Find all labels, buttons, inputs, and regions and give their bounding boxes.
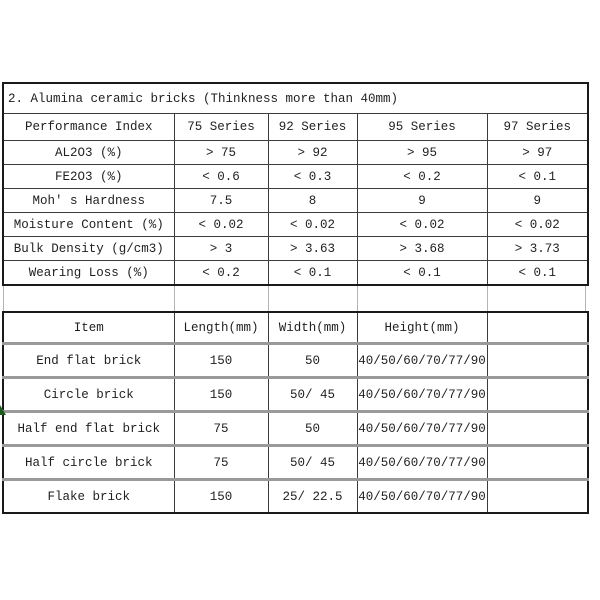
cell-value: 75 — [174, 412, 268, 446]
cell-value: > 3.68 — [357, 237, 487, 261]
table-row — [3, 446, 588, 480]
cell-value: < 0.1 — [357, 261, 487, 286]
table-row — [3, 412, 588, 446]
item-label: End flat brick — [3, 344, 174, 378]
cell-value: < 0.1 — [268, 261, 357, 286]
table-row — [3, 141, 588, 165]
row-label: Bulk Density (g/cm3) — [3, 237, 174, 261]
cell-value: 50 — [268, 344, 357, 378]
cell-value: 50/ 45 — [268, 446, 357, 480]
cell-value: < 0.02 — [174, 213, 268, 237]
table-row — [3, 165, 588, 189]
cell-value: 50/ 45 — [268, 378, 357, 412]
cell-value: 9 — [357, 189, 487, 213]
cell-value: < 0.6 — [174, 165, 268, 189]
cell-value: < 0.3 — [268, 165, 357, 189]
row-label: Wearing Loss (%) — [3, 261, 174, 286]
item-label: Half circle brick — [3, 446, 174, 480]
performance-header-row — [3, 114, 588, 141]
cell-value: > 3 — [174, 237, 268, 261]
empty-cell — [487, 412, 588, 446]
empty-cell — [487, 344, 588, 378]
row-label: Moh' s Hardness — [3, 189, 174, 213]
cell-value: 150 — [174, 480, 268, 514]
gridline — [3, 286, 4, 311]
table-row — [3, 189, 588, 213]
gridline — [174, 286, 175, 311]
green-artifact-mark — [0, 405, 6, 415]
cell-value: < 0.2 — [357, 165, 487, 189]
cell-value: < 0.02 — [487, 213, 588, 237]
column-header: Performance Index — [3, 114, 174, 141]
column-header: 95 Series — [357, 114, 487, 141]
cell-value: 9 — [487, 189, 588, 213]
cell-value: 150 — [174, 344, 268, 378]
cell-value: 8 — [268, 189, 357, 213]
table-row — [3, 237, 588, 261]
performance-table — [2, 82, 589, 286]
spec-sheet — [2, 82, 587, 514]
cell-value: > 75 — [174, 141, 268, 165]
column-header: 92 Series — [268, 114, 357, 141]
cell-value: 40/50/60/70/77/90 — [357, 480, 487, 514]
gridline — [487, 286, 488, 311]
table-row — [3, 261, 588, 286]
column-header: 97 Series — [487, 114, 588, 141]
item-label: Circle brick — [3, 378, 174, 412]
cell-value: 40/50/60/70/77/90 — [357, 378, 487, 412]
column-header: Item — [3, 312, 174, 344]
cell-value: 40/50/60/70/77/90 — [357, 446, 487, 480]
table-row — [3, 378, 588, 412]
column-header: Height(mm) — [357, 312, 487, 344]
cell-value: > 97 — [487, 141, 588, 165]
cell-value: 40/50/60/70/77/90 — [357, 412, 487, 446]
cell-value: > 95 — [357, 141, 487, 165]
section-title: 2. Alumina ceramic bricks (Thinkness more than 40mm) — [3, 83, 588, 114]
table-row — [3, 480, 588, 514]
empty-cell — [487, 378, 588, 412]
cell-value: < 0.1 — [487, 261, 588, 286]
cell-value: < 0.02 — [357, 213, 487, 237]
cell-value: > 3.63 — [268, 237, 357, 261]
row-label: FE2O3 (%) — [3, 165, 174, 189]
cell-value: 75 — [174, 446, 268, 480]
row-label: AL2O3 (%) — [3, 141, 174, 165]
gridline — [268, 286, 269, 311]
cell-value: > 3.73 — [487, 237, 588, 261]
column-header: Width(mm) — [268, 312, 357, 344]
empty-cell — [487, 480, 588, 514]
size-header-row — [3, 312, 588, 344]
item-label: Half end flat brick — [3, 412, 174, 446]
cell-value: < 0.1 — [487, 165, 588, 189]
item-label: Flake brick — [3, 480, 174, 514]
column-header: 75 Series — [174, 114, 268, 141]
size-table — [2, 311, 589, 514]
gridline — [357, 286, 358, 311]
table-row — [3, 213, 588, 237]
cell-value: 40/50/60/70/77/90 — [357, 344, 487, 378]
empty-header-cell — [487, 312, 588, 344]
cell-value: 50 — [268, 412, 357, 446]
cell-value: < 0.2 — [174, 261, 268, 286]
cell-value: 25/ 22.5 — [268, 480, 357, 514]
column-header: Length(mm) — [174, 312, 268, 344]
cell-value: > 92 — [268, 141, 357, 165]
cell-value: 7.5 — [174, 189, 268, 213]
empty-cell — [487, 446, 588, 480]
cell-value: 150 — [174, 378, 268, 412]
table-title-row — [3, 83, 588, 114]
table-row — [3, 344, 588, 378]
cell-value: < 0.02 — [268, 213, 357, 237]
table-gap-spacer — [2, 286, 587, 311]
gridline — [585, 286, 586, 311]
row-label: Moisture Content (%) — [3, 213, 174, 237]
